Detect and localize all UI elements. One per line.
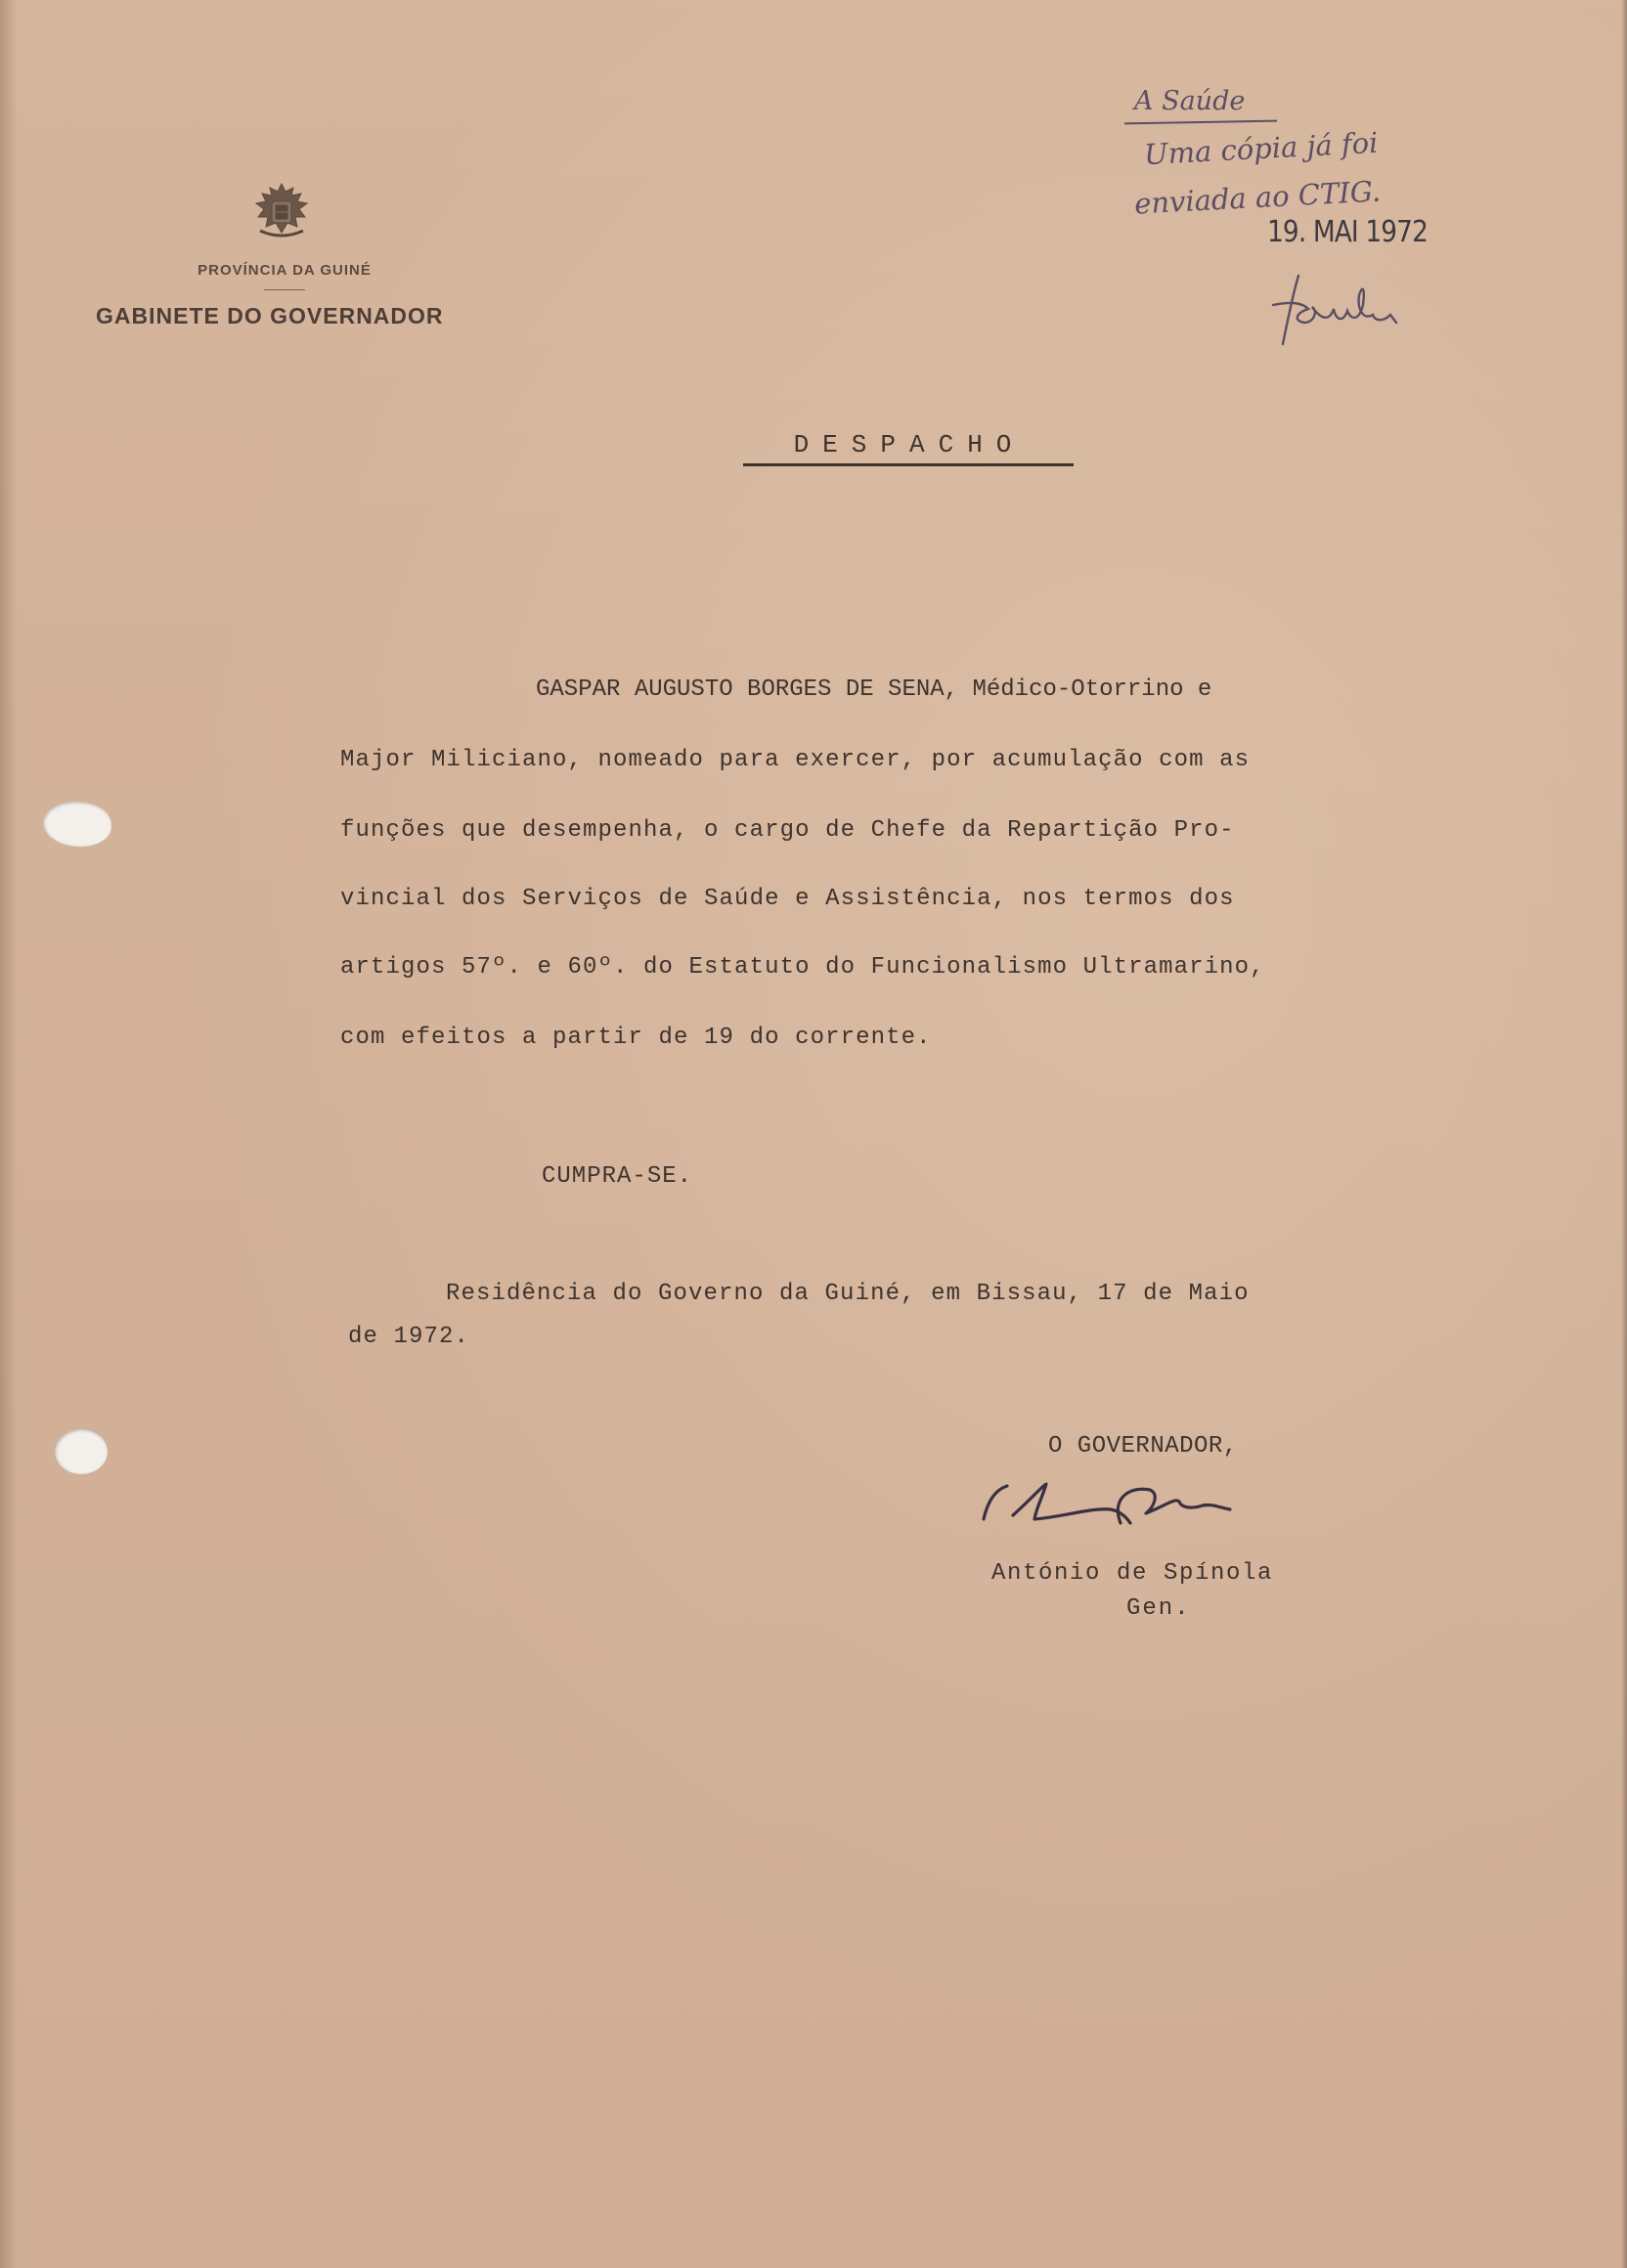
- body-line: artigos 57º. e 60º. do Estatuto do Funcionalismo Ultramarino,: [340, 954, 1265, 981]
- body-line: vincial dos Serviços de Saúde e Assistência, nos termos dos: [340, 886, 1235, 912]
- signatory-rank: Gen.: [1126, 1595, 1191, 1622]
- coat-of-arms-icon: [242, 180, 321, 242]
- divider: [264, 289, 305, 290]
- punch-hole: [43, 802, 111, 847]
- punch-hole: [55, 1429, 108, 1474]
- cabinet-name: GABINETE DO GOVERNADOR: [96, 303, 444, 328]
- title-underline: [743, 463, 1074, 466]
- province-name: PROVÍNCIA DA GUINÉ: [198, 262, 372, 279]
- place-date-line: Residência do Governo da Guiné, em Bissau, 17 de Maio: [446, 1281, 1250, 1307]
- handwritten-underline: [1124, 120, 1277, 125]
- body-line: Major Miliciano, nomeado para exercer, por acumulação com as: [340, 747, 1251, 773]
- handwritten-note-line: Uma cópia já foi: [1143, 125, 1380, 172]
- handwritten-note-line: enviada ao CTIG.: [1133, 174, 1382, 221]
- handwritten-routing-note: A Saúde: [1134, 86, 1246, 116]
- body-line: GASPAR AUGUSTO BORGES DE SENA, Médico-Otorrino e: [536, 676, 1212, 703]
- place-date-line: de 1972.: [348, 1324, 470, 1350]
- body-line: com efeitos a partir de 19 do corrente.: [340, 1025, 932, 1051]
- signature-icon: [974, 1468, 1257, 1537]
- signatory-name: António de Spínola: [991, 1560, 1274, 1587]
- signatory-heading: O GOVERNADOR,: [1048, 1433, 1238, 1460]
- date-stamp: 19. MAI 1972: [1267, 215, 1429, 249]
- document-title: DESPACHO: [793, 430, 1026, 459]
- signature-icon: [1253, 266, 1449, 354]
- body-line: funções que desempenha, o cargo de Chefe da Repartição Pro-: [340, 817, 1235, 844]
- closing-formula: CUMPRA-SE.: [542, 1163, 693, 1190]
